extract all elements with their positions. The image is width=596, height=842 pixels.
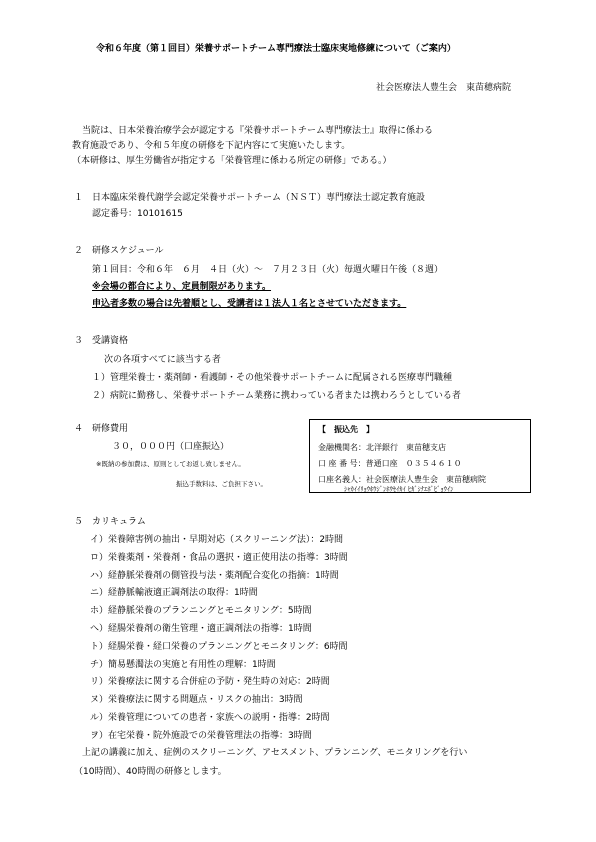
curriculum-item: ヲ）在宅栄養・院外施設での栄養管理法の指導：3時間	[90, 730, 312, 741]
qualification-item-1: １）管理栄養士・薬剤師・看護師・その他栄養サポートチームに配属される医療専門職種	[92, 373, 453, 383]
curriculum-item: ホ）経静脈栄養のプランニングとモニタリング：5時間	[90, 606, 312, 617]
account-holder: 口座名義人：社会医療法人豊生会 東苗穂病院	[318, 475, 486, 484]
curriculum-summary-2: （10時間）、40時間の研修とします。	[74, 767, 227, 777]
bank-name: 金融機関名：北洋銀行 東苗穂支店	[318, 443, 446, 452]
curriculum-item: イ）栄養障害例の抽出・早期対応（スクリーニング法）：2時間	[90, 535, 344, 545]
bank-transfer-box	[309, 419, 531, 493]
section-4-title: 研修費用	[92, 424, 129, 434]
certification-number: 認定番号：10101615	[92, 209, 183, 219]
section-4-number: ４	[74, 424, 84, 434]
intro-line-2: 教育施設であり、令和５年度の研修を下記内容にて実施いたします。	[72, 141, 351, 151]
account-holder-kana: ｼｬｶｲｲﾘｮｳﾎｳｼﾞﾝﾎｳｾｲｶｲ ﾋｶﾞｼﾅｴﾎﾞﾋﾞｮｳｲﾝ	[344, 485, 454, 493]
curriculum-item: ル）栄養管理についての患者・家族への説明・指導：2時間	[90, 713, 330, 723]
organization-name: 社会医療法人豊生会 東苗穂病院	[376, 83, 512, 93]
curriculum-item: ヌ）栄養療法に関する問題点・リスクの抽出：3時間	[90, 695, 303, 706]
curriculum-item: ニ）経静脈輸液適正調剤法の取得：1時間	[90, 588, 258, 599]
section-3-title: 受講資格	[92, 336, 129, 346]
qualification-item-2: ２）病院に勤務し、栄養サポートチーム業務に携わっている者または携わろうとしている者	[92, 391, 461, 401]
section-2-number: ２	[74, 246, 84, 256]
section-5-title: カリキュラム	[92, 517, 146, 527]
document-title: 令和６年度（第１回目）栄養サポートチーム専門療法士臨床実地修練について（ご案内）	[96, 44, 456, 54]
qualification-lead: 次の各項すべてに該当する者	[104, 355, 221, 365]
curriculum-item: へ）経腸栄養剤の衛生管理・適正調剤法の指導：1時間	[90, 624, 312, 634]
curriculum-item: リ）栄養療法に関する合併症の予防・発生時の対応：2時間	[90, 677, 330, 688]
curriculum-item: ハ）経静脈栄養剤の側管投与法・薬剤配合変化の指摘：1時間	[90, 570, 339, 581]
capacity-note: ※会場の都合により、定員制限があります。	[92, 282, 272, 292]
section-5-number: ５	[74, 517, 84, 527]
fee-refund-note: ※既納の参加費は、原則としてお返し致しません。	[96, 460, 245, 468]
bank-box-header: 【 振込先 】	[318, 425, 374, 434]
curriculum-item: ト）経腸栄養・経口栄養のプランニングとモニタリング：6時間	[90, 641, 348, 652]
curriculum-item: チ）簡易懸濁法の実施と有用性の理解：1時間	[90, 659, 276, 670]
account-number: 口 座 番 号：普通口座 ０３５４６１０	[318, 459, 462, 468]
section-3-number: ３	[74, 336, 84, 346]
intro-line-3: （本研修は、厚生労働省が指定する「栄養管理に係わる所定の研修」である。）	[72, 156, 392, 166]
curriculum-item: ロ）栄養薬剤・栄養剤・食品の選択・適正使用法の指導：3時間	[90, 552, 348, 563]
fee-transfer-note: 振込手数料は、ご負担下さい。	[176, 480, 267, 488]
intro-line-1: 当院は、日本栄養治療学会が認定する『栄養サポートチーム専門療法士』取得に係わる	[82, 126, 434, 136]
fee-amount: ３０，０００円（口座振込）	[112, 442, 230, 452]
curriculum-summary-1: 上記の講義に加え、症例のスクリーニング、アセスメント、プランニング、モニタリングを行い	[82, 748, 468, 758]
section-1-number: １	[74, 193, 84, 203]
schedule-text: 第１回目：令和６年 ６月 ４日（火）～ ７月２３日（火）毎週火曜日午後（８週）	[92, 265, 444, 275]
section-2-title: 研修スケジュール	[92, 246, 164, 256]
first-come-note: 申込者多数の場合は先着順とし、受講者は１法人１名とさせていただきます。	[92, 299, 407, 309]
section-1-title: 日本臨床栄養代謝学会認定栄養サポートチーム（ＮＳＴ）専門療法士認定教育施設	[92, 193, 426, 203]
